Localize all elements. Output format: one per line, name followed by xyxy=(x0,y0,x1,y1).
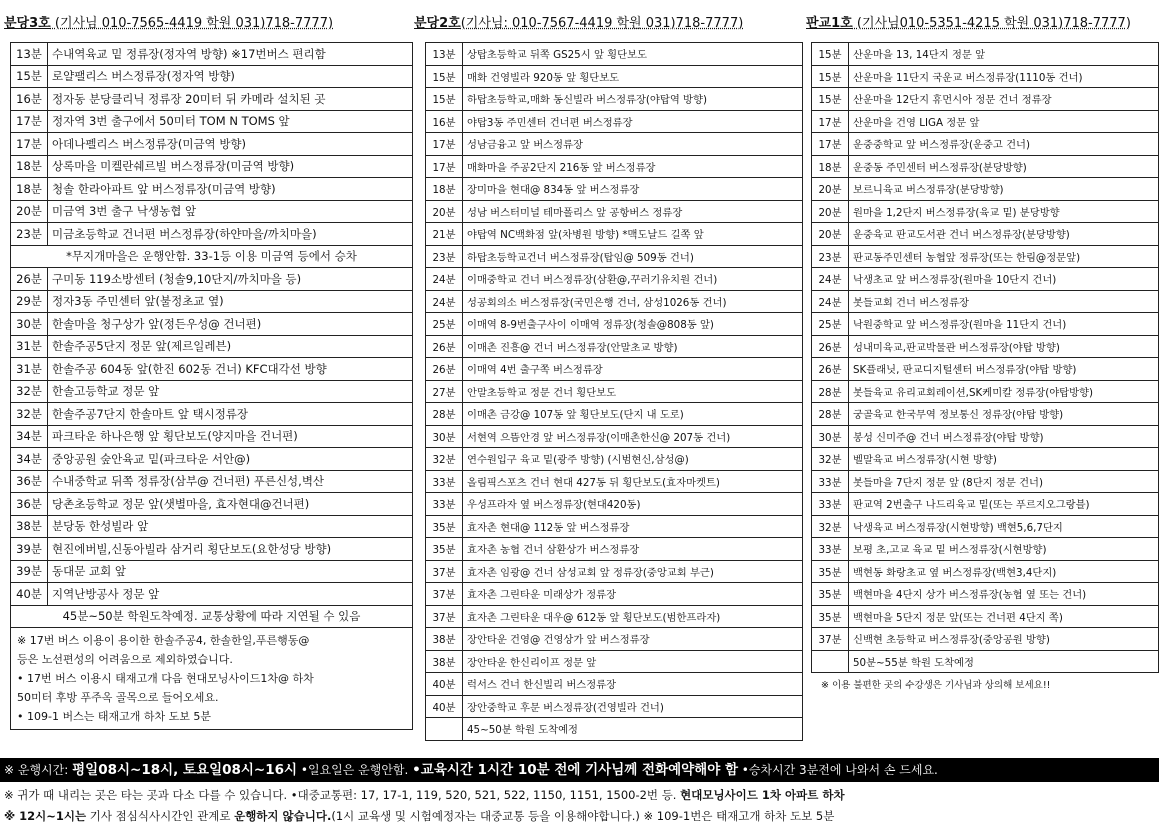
stop-location: 한솔주공5단지 정문 앞(제르일레븐) xyxy=(48,335,413,358)
route-title: 판교1호 xyxy=(806,16,853,31)
schedule-row xyxy=(812,628,1159,651)
stop-location: 성공회의소 버스정류장(국민은행 건너, 삼성1026동 건너) xyxy=(463,290,803,313)
stop-time: 33분 xyxy=(812,470,849,493)
stop-time: 23분 xyxy=(11,223,48,246)
stop-time: 32분 xyxy=(812,515,849,538)
schedule-row xyxy=(11,313,413,336)
stop-location: 수내역육교 밑 정류장(정자역 방향) ※17번버스 편리함 xyxy=(48,43,413,66)
stop-time: 13분 xyxy=(426,43,463,66)
footer-text: 기사 점심식사시간인 관계로 xyxy=(86,809,235,823)
schedule-row xyxy=(812,538,1159,561)
schedule-row xyxy=(812,65,1159,88)
stop-time: 31분 xyxy=(11,358,48,381)
schedule-row xyxy=(812,583,1159,606)
schedule-row xyxy=(11,380,413,403)
schedule-row xyxy=(812,245,1159,268)
stop-time: 36분 xyxy=(11,493,48,516)
stop-location: 당촌초등학교 정문 앞(샛별마을, 효자현대@건너편) xyxy=(48,493,413,516)
schedule-row xyxy=(426,178,803,201)
stop-time: 26분 xyxy=(812,335,849,358)
schedule-row xyxy=(11,358,413,381)
schedule-row xyxy=(11,515,413,538)
schedule-row xyxy=(812,448,1159,471)
schedule-row xyxy=(812,335,1159,358)
schedule-row xyxy=(812,200,1159,223)
schedule-row xyxy=(11,403,413,426)
stop-time: 35분 xyxy=(812,583,849,606)
stop-location: 매화마을 주공2단지 216동 앞 버스정류장 xyxy=(463,155,803,178)
schedule-row xyxy=(812,380,1159,403)
stop-time: 33분 xyxy=(426,493,463,516)
stop-time: 18분 xyxy=(426,178,463,201)
stop-location: 서현역 으뜸안경 앞 버스정류장(이매촌한신@ 207동 건너) xyxy=(463,425,803,448)
stop-time: 23분 xyxy=(812,245,849,268)
stop-location: 효자촌 임광@ 건너 삼성교회 앞 정류장(중앙교회 부근) xyxy=(463,560,803,583)
schedule-row xyxy=(426,425,803,448)
stop-location: 산운마을 11단지 국운교 버스정류장(1110동 건너) xyxy=(849,65,1159,88)
stop-time: 35분 xyxy=(812,605,849,628)
stop-time: 33분 xyxy=(812,538,849,561)
schedule-row xyxy=(426,470,803,493)
stop-location: 보평 초,고교 육교 밑 버스정류장(시현방향) xyxy=(849,538,1159,561)
schedule-row xyxy=(812,290,1159,313)
stop-time: 17분 xyxy=(11,133,48,156)
stop-location: 백현마을 4단지 상가 버스정류장(농협 옆 또는 건너) xyxy=(849,583,1159,606)
stop-time: 18분 xyxy=(11,178,48,201)
stop-location: 운중육교 판교도서관 건너 버스정류장(분당방향) xyxy=(849,223,1159,246)
schedule-row xyxy=(426,200,803,223)
schedule-row xyxy=(11,200,413,223)
stop-time: 15분 xyxy=(812,43,849,66)
stop-location: 이매촌 진흥@ 건너 버스정류장(안말초교 방향) xyxy=(463,335,803,358)
stop-location: 효자촌 농협 건너 삼환상가 버스정류장 xyxy=(463,538,803,561)
footer-text: (1시 교육생 및 시험예정자는 대중교통 등을 이용해야합니다.) xyxy=(331,809,640,823)
stop-location: 궁골육교 한국무역 정보통신 정류장(야탑 방향) xyxy=(849,403,1159,426)
stop-location: 낙생육교 버스정류장(시현방향) 백현5,6,7단지 xyxy=(849,515,1159,538)
stop-location: 효자촌 현대@ 112동 앞 버스정류장 xyxy=(463,515,803,538)
schedule-row xyxy=(812,650,1159,673)
stop-time: 37분 xyxy=(426,605,463,628)
schedule-row xyxy=(11,65,413,88)
stop-location: 이매역 8-9번출구사이 이매역 정류장(청솔@808동 앞) xyxy=(463,313,803,336)
schedule-row xyxy=(426,110,803,133)
stop-time: 33분 xyxy=(426,470,463,493)
stop-time: 23분 xyxy=(426,245,463,268)
schedule-row xyxy=(426,695,803,718)
stop-location: 상탑초등학교 뒤쪽 GS25시 앞 횡단보도 xyxy=(463,43,803,66)
stop-location: 야탑3동 주민센터 건너편 버스정류장 xyxy=(463,110,803,133)
schedule-row xyxy=(11,110,413,133)
stop-location: 한솔주공7단지 한솔마트 앞 택시정류장 xyxy=(48,403,413,426)
stop-time: 28분 xyxy=(812,380,849,403)
bar-hours: 평일08시~18시, 토요일08시~16시 xyxy=(72,762,298,778)
note-line: ※ 17번 버스 이용이 용이한 한솔주공4, 한솔한일,푸른행동@ xyxy=(17,634,310,647)
stop-time: 40분 xyxy=(426,695,463,718)
stop-time: 26분 xyxy=(426,358,463,381)
stop-location: 한솔고등학교 정문 앞 xyxy=(48,380,413,403)
stop-location: 산운마을 건영 LIGA 정문 앞 xyxy=(849,110,1159,133)
schedule-row xyxy=(11,335,413,358)
stop-time: 38분 xyxy=(426,628,463,651)
stop-time: 34분 xyxy=(11,425,48,448)
stop-location: 성남금융고 앞 버스정류장 xyxy=(463,133,803,156)
stop-location: 야탑역 NC백화점 앞(차병원 방향) *맥도날드 길쪽 앞 xyxy=(463,223,803,246)
schedule-table xyxy=(425,42,803,741)
stop-time: 27분 xyxy=(426,380,463,403)
schedule-row xyxy=(812,133,1159,156)
schedule-row xyxy=(426,358,803,381)
stop-location: 벨말육교 버스정류장(시현 방향) xyxy=(849,448,1159,471)
schedule-row xyxy=(812,223,1159,246)
route-header-pangyo1 xyxy=(806,12,1131,31)
stop-time: 25분 xyxy=(426,313,463,336)
stop-location: 판교역 2번출구 나드리육교 밑(또는 푸르지오그랑블) xyxy=(849,493,1159,516)
schedule-row xyxy=(426,290,803,313)
stop-time: 20분 xyxy=(812,223,849,246)
bar-lead: ※ 운행시간: xyxy=(4,763,73,777)
stop-location: 정자역 3번 출구에서 50미터 TOM N TOMS 앞 xyxy=(48,110,413,133)
stop-location: 45~50분 학원 도착예정 xyxy=(463,718,803,741)
route-contact: (기사님 010-7565-4419 학원 031)718-7777) xyxy=(50,16,334,31)
stop-time: 40분 xyxy=(11,583,48,606)
schedule-row xyxy=(11,268,413,291)
schedule-row xyxy=(11,133,413,156)
stop-time: 35분 xyxy=(426,515,463,538)
stop-time: 18분 xyxy=(11,155,48,178)
stop-location: 분당동 한성빌라 앞 xyxy=(48,515,413,538)
schedule-row xyxy=(11,470,413,493)
schedule-note: 45분~50분 학원도착예정. 교통상황에 따라 지연될 수 있음 xyxy=(11,605,413,628)
stop-location: 구미동 119소방센터 (청솔9,10단지/까치마을 등) xyxy=(48,268,413,291)
stop-location: 50분~55분 학원 도착예정 xyxy=(849,650,1159,673)
schedule-row xyxy=(426,380,803,403)
stop-time: 20분 xyxy=(11,200,48,223)
stop-time: 39분 xyxy=(11,560,48,583)
stop-location: 산운마을 13, 14단지 정문 앞 xyxy=(849,43,1159,66)
stop-time xyxy=(426,718,463,741)
stop-time: 31분 xyxy=(11,335,48,358)
stop-location: 효자촌 그린타운 대우@ 612동 앞 횡단보도(범한프라자) xyxy=(463,605,803,628)
bar-mid: •일요일은 운행안함. xyxy=(297,763,413,777)
schedule-row xyxy=(812,560,1159,583)
schedule-row xyxy=(426,583,803,606)
schedule-row xyxy=(11,425,413,448)
schedule-row xyxy=(426,560,803,583)
schedule-row xyxy=(11,448,413,471)
schedule-row xyxy=(426,65,803,88)
stop-location: 럭서스 건너 한신빌리 버스정류장 xyxy=(463,673,803,696)
stop-location: 보르니육교 버스정류장(분당방향) xyxy=(849,178,1159,201)
route-note: ※ 이용 불편한 곳의 수강생은 기사님과 상의해 보세요!! xyxy=(821,680,1051,691)
schedule-row xyxy=(11,605,413,628)
stop-time: 37분 xyxy=(426,583,463,606)
footer-emphasis: 운행하지 않습니다. xyxy=(234,809,332,823)
stop-time: 17분 xyxy=(426,155,463,178)
stop-location: 미금역 3번 출구 낙생농협 앞 xyxy=(48,200,413,223)
schedule-row xyxy=(812,403,1159,426)
schedule-row xyxy=(426,88,803,111)
stop-time: 16분 xyxy=(11,88,48,111)
schedule-row xyxy=(426,335,803,358)
schedule-row xyxy=(426,673,803,696)
schedule-row xyxy=(812,178,1159,201)
stop-location: 봇들육교 유리교회레이션,SK케미칼 정류장(야탑방향) xyxy=(849,380,1159,403)
stop-time: 15분 xyxy=(11,65,48,88)
stop-location: 올림픽스포츠 건너 현대 427동 뒤 횡단보도(효자마켓트) xyxy=(463,470,803,493)
stop-time: 21분 xyxy=(426,223,463,246)
stop-location: 우성프라자 옆 버스정류장(현대420동) xyxy=(463,493,803,516)
stop-location: 원마을 1,2단지 버스정류장(육교 밑) 분당방향 xyxy=(849,200,1159,223)
stop-time: 17분 xyxy=(11,110,48,133)
stop-time: 38분 xyxy=(11,515,48,538)
stop-location: 장안중학교 후문 버스정류장(건영빌라 건너) xyxy=(463,695,803,718)
stop-location: 백현마을 5단지 정문 앞(또는 건너편 4단지 쪽) xyxy=(849,605,1159,628)
schedule-row xyxy=(812,493,1159,516)
stop-location: 봇들마을 7단지 정문 앞 (8단지 정문 건너) xyxy=(849,470,1159,493)
stop-time: 28분 xyxy=(426,403,463,426)
schedule-row xyxy=(11,43,413,66)
schedule-row xyxy=(426,515,803,538)
schedule-row xyxy=(426,133,803,156)
stop-location: 이매촌 금강@ 107동 앞 횡단보도(단지 내 도로) xyxy=(463,403,803,426)
schedule-row xyxy=(426,650,803,673)
schedule-row xyxy=(426,605,803,628)
route-notes xyxy=(10,628,413,730)
stop-location: 중앙공원 숲안육교 밑(파크타운 서안@) xyxy=(48,448,413,471)
schedule-row xyxy=(426,538,803,561)
schedule-row xyxy=(11,583,413,606)
footer-line-1 xyxy=(4,787,1156,803)
stop-time: 20분 xyxy=(812,200,849,223)
schedule-row xyxy=(812,605,1159,628)
stop-time: 38분 xyxy=(426,650,463,673)
stop-time: 24분 xyxy=(426,290,463,313)
schedule-row xyxy=(812,358,1159,381)
schedule-row xyxy=(426,493,803,516)
route-title: 분당3호 xyxy=(4,16,51,31)
schedule-row xyxy=(11,155,413,178)
schedule-column-pangyo1 xyxy=(811,42,1159,695)
stop-location: 연수원입구 육교 밑(광주 방향) (시범현신,삼성@) xyxy=(463,448,803,471)
stop-time: 34분 xyxy=(11,448,48,471)
schedule-row xyxy=(812,43,1159,66)
stop-time: 35분 xyxy=(426,538,463,561)
route-contact: (기사님: 010-7567-4419 학원 031)718-7777) xyxy=(460,16,744,31)
stop-location: 봇들교회 건너 버스정류장 xyxy=(849,290,1159,313)
schedule-row xyxy=(426,313,803,336)
note-line: 등은 노선편성의 어려움으로 제외하였습니다. xyxy=(17,653,233,666)
note-line: • 109-1 버스는 태재고개 하차 도보 5분 xyxy=(17,710,211,723)
stop-location: 안말초등학교 정문 건너 횡단보도 xyxy=(463,380,803,403)
stop-location: 봉성 신미주@ 건너 버스정류장(야탑 방향) xyxy=(849,425,1159,448)
stop-location: 정자3동 주민센터 앞(불정초교 옆) xyxy=(48,290,413,313)
stop-time: 15분 xyxy=(426,65,463,88)
schedule-row xyxy=(11,560,413,583)
route-header-bundang2 xyxy=(414,12,743,31)
stop-time: 26분 xyxy=(11,268,48,291)
stop-time: 25분 xyxy=(812,313,849,336)
stop-location: 한솔주공 604동 앞(한진 602동 건너) KFC대각선 방향 xyxy=(48,358,413,381)
stop-time: 13분 xyxy=(11,43,48,66)
stop-location: 로얄팰리스 버스정류장(정자역 방향) xyxy=(48,65,413,88)
schedule-row xyxy=(812,155,1159,178)
stop-time: 16분 xyxy=(426,110,463,133)
schedule-row xyxy=(426,245,803,268)
stop-location: 판교동주민센터 농협앞 정류장(또는 한림@정문앞) xyxy=(849,245,1159,268)
schedule-row xyxy=(812,313,1159,336)
schedule-note: *무지개마을은 운행안함. 33-1등 이용 미금역 등에서 승차 xyxy=(11,245,413,268)
schedule-row xyxy=(812,515,1159,538)
stop-location: 한솔마을 청구상가 앞(정든우성@ 건너편) xyxy=(48,313,413,336)
schedule-row xyxy=(812,470,1159,493)
stop-location: 장안타운 한신리이프 정문 앞 xyxy=(463,650,803,673)
stop-time: 32분 xyxy=(11,380,48,403)
stop-location: 지역난방공사 정문 앞 xyxy=(48,583,413,606)
schedule-row xyxy=(11,290,413,313)
stop-location: 아데나펠리스 버스정류장(미금역 방향) xyxy=(48,133,413,156)
stop-location: 이매중학교 건너 버스정류장(삼환@,꾸러기유치원 건너) xyxy=(463,268,803,291)
stop-time: 17분 xyxy=(426,133,463,156)
schedule-table xyxy=(10,42,413,628)
stop-time: 17분 xyxy=(812,110,849,133)
stop-location: 산운마을 12단지 휴먼시아 정문 건너 정류장 xyxy=(849,88,1159,111)
stop-time: 24분 xyxy=(812,290,849,313)
schedule-row xyxy=(812,425,1159,448)
stop-location: 운중중학교 앞 버스정류장(운중고 건너) xyxy=(849,133,1159,156)
stop-time: 30분 xyxy=(11,313,48,336)
stop-location: 백현동 화랑초교 옆 버스정류장(백현3,4단지) xyxy=(849,560,1159,583)
stop-time xyxy=(812,650,849,673)
stop-location: 장미마을 현대@ 834동 앞 버스정류장 xyxy=(463,178,803,201)
stop-time: 36분 xyxy=(11,470,48,493)
stop-location: 낙생초교 앞 버스정류장(원마을 10단지 건너) xyxy=(849,268,1159,291)
footer-text: ※ 귀가 때 내리는 곳은 타는 곳과 다소 다를 수 있습니다. •대중교통편: 17, 17-1, 119, 520, 521, 522, 1150, 1151, 1500-2번 등. xyxy=(4,788,681,802)
stop-time: 37분 xyxy=(426,560,463,583)
stop-time: 30분 xyxy=(426,425,463,448)
schedule-row xyxy=(812,88,1159,111)
stop-time: 24분 xyxy=(812,268,849,291)
operating-hours-bar xyxy=(0,758,1159,782)
note-line: • 17번 버스 이용시 태재고개 다음 현대모닝사이드1차@ 하차 xyxy=(17,672,314,685)
footer-emphasis: 현대모닝사이드 1차 아파트 하차 xyxy=(680,788,845,802)
stop-time: 20분 xyxy=(812,178,849,201)
stop-location: SK플래닛, 판교디지털센터 버스정류장(야탑 방향) xyxy=(849,358,1159,381)
stop-time: 39분 xyxy=(11,538,48,561)
schedule-row xyxy=(426,448,803,471)
stop-time: 33분 xyxy=(812,493,849,516)
stop-location: 상록마을 미켈란쉐르빌 버스정류장(미금역 방향) xyxy=(48,155,413,178)
stop-time: 29분 xyxy=(11,290,48,313)
route-header-bundang3 xyxy=(4,12,333,31)
stop-location: 수내중학교 뒤쪽 정류장(삼부@ 건너편) 푸른신성,벽산 xyxy=(48,470,413,493)
stop-time: 35분 xyxy=(812,560,849,583)
stop-time: 28분 xyxy=(812,403,849,426)
schedule-row xyxy=(426,718,803,741)
stop-time: 17분 xyxy=(812,133,849,156)
note-line: 50미터 후방 푸주옥 골목으로 들어오세요. xyxy=(17,691,219,704)
stop-time: 32분 xyxy=(426,448,463,471)
stop-location: 장안타운 건영@ 건영상가 앞 버스정류장 xyxy=(463,628,803,651)
route-title: 분당2호 xyxy=(414,16,461,31)
stop-time: 20분 xyxy=(426,200,463,223)
schedule-row xyxy=(812,268,1159,291)
stop-time: 15분 xyxy=(812,65,849,88)
stop-location: 동대문 교회 앞 xyxy=(48,560,413,583)
footer-emphasis: ※ 12시~1시는 xyxy=(4,809,87,823)
schedule-row xyxy=(426,403,803,426)
stop-time: 32분 xyxy=(11,403,48,426)
stop-location: 성남 버스터미널 테마폴리스 앞 공항버스 정류장 xyxy=(463,200,803,223)
stop-location: 이매역 4번 출구쪽 버스정류장 xyxy=(463,358,803,381)
stop-location: 하탑초등학교,매화 동신빌라 버스정류장(야탑역 방향) xyxy=(463,88,803,111)
stop-time: 18분 xyxy=(812,155,849,178)
stop-location: 효자촌 그린타운 미래상가 정류장 xyxy=(463,583,803,606)
stop-location: 청솔 한라아파트 앞 버스정류장(미금역 방향) xyxy=(48,178,413,201)
stop-location: 운중동 주민센터 버스정류장(분당방향) xyxy=(849,155,1159,178)
stop-time: 26분 xyxy=(812,358,849,381)
schedule-row xyxy=(426,155,803,178)
stop-time: 24분 xyxy=(426,268,463,291)
stop-time: 15분 xyxy=(426,88,463,111)
schedule-row xyxy=(11,245,413,268)
schedule-column-bundang2 xyxy=(425,42,803,741)
stop-location: 파크타운 하나은행 앞 횡단보도(양지마을 건너편) xyxy=(48,425,413,448)
stop-location: 현진에버빌,신동아빌라 삼거리 횡단보도(요한성당 방향) xyxy=(48,538,413,561)
schedule-row xyxy=(426,223,803,246)
stop-location: 성내미육교,판교박물관 버스정류장(야탑 방향) xyxy=(849,335,1159,358)
schedule-row xyxy=(812,110,1159,133)
bar-tail: •승차시간 3분전에 나와서 손 드세요. xyxy=(737,763,938,777)
stop-time: 26분 xyxy=(426,335,463,358)
stop-location: 미금초등학교 건너편 버스정류장(하얀마을/까치마을) xyxy=(48,223,413,246)
stop-time: 30분 xyxy=(812,425,849,448)
footer-text: ※ 109-1번은 태재고개 하차 도보 5분 xyxy=(639,809,835,823)
route-contact: (기사님010-5351-4215 학원 031)718-7777) xyxy=(852,16,1131,31)
stop-time: 15분 xyxy=(812,88,849,111)
schedule-row xyxy=(11,223,413,246)
stop-location: 낙원중학교 앞 버스정류장(원마을 11단지 건너) xyxy=(849,313,1159,336)
stop-location: 매화 건영빌라 920동 앞 횡단보도 xyxy=(463,65,803,88)
schedule-column-bundang3 xyxy=(10,42,413,730)
schedule-row xyxy=(11,538,413,561)
schedule-row xyxy=(426,268,803,291)
stop-time: 40분 xyxy=(426,673,463,696)
bar-call: •교육시간 1시간 10분 전에 기사님께 전화예약해야 함 xyxy=(412,762,738,778)
stop-location: 하탑초등학교건너 버스정류장(탑임@ 509동 건너) xyxy=(463,245,803,268)
schedule-row xyxy=(426,628,803,651)
schedule-table xyxy=(811,42,1159,673)
footer-line-2 xyxy=(4,808,1156,824)
stop-time: 37분 xyxy=(812,628,849,651)
schedule-row xyxy=(11,493,413,516)
schedule-row xyxy=(426,43,803,66)
stop-location: 정자동 분당클리닉 정류장 20미터 뒤 카메라 설치된 곳 xyxy=(48,88,413,111)
schedule-row xyxy=(11,178,413,201)
stop-location: 신백현 초등학교 버스정류장(중앙공원 방향) xyxy=(849,628,1159,651)
stop-time: 32분 xyxy=(812,448,849,471)
schedule-row xyxy=(11,88,413,111)
